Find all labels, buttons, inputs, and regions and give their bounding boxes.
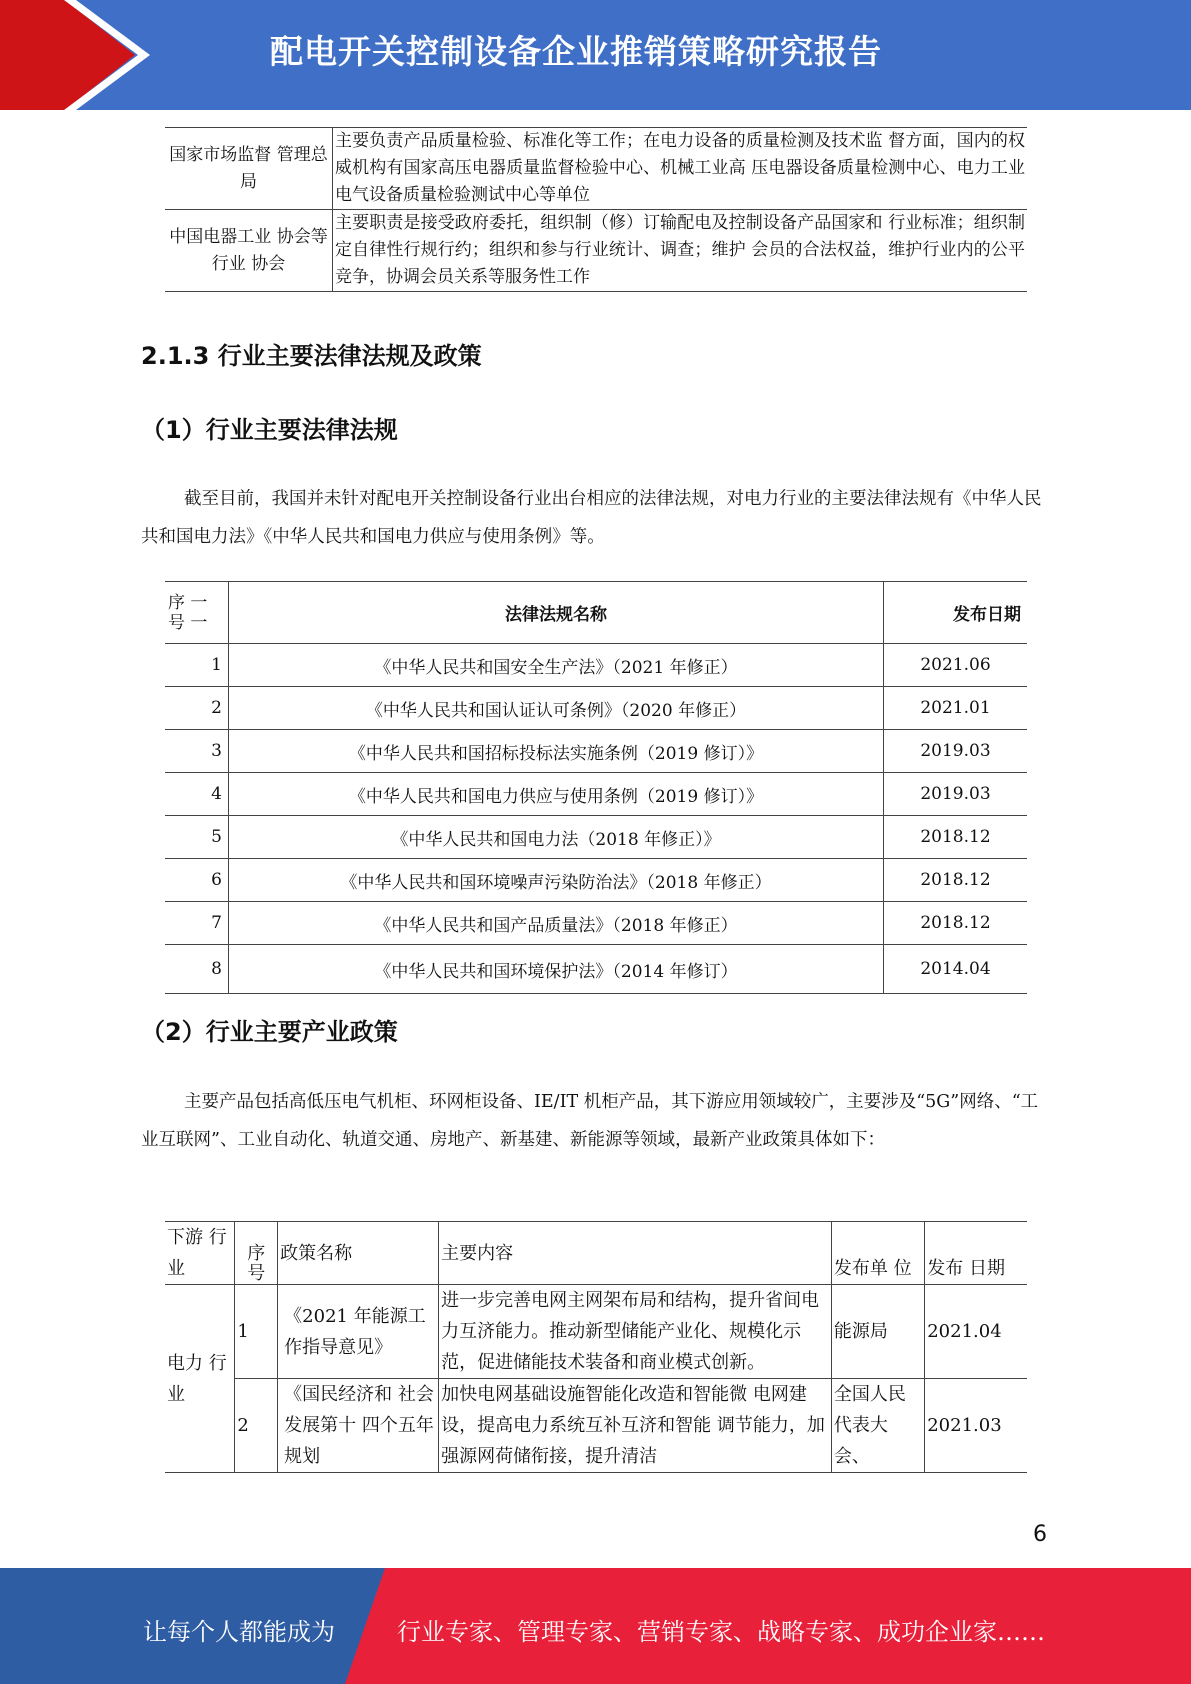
row-no: 1 (165, 644, 229, 687)
row-date: 2019.03 (884, 773, 1028, 816)
footer-slogan-right: 行业专家、管理专家、营销专家、战略专家、成功企业家…… (397, 1618, 1045, 1646)
row-law-name: 《中华人民共和国电力供应与使用条例（2019 修订）》 (229, 773, 884, 816)
row-date: 2018.12 (884, 859, 1028, 902)
row-date: 2019.03 (884, 730, 1028, 773)
table-row (165, 730, 1027, 773)
row-no: 8 (165, 945, 229, 994)
table-row (165, 1379, 1027, 1473)
policies-table (165, 1221, 1027, 1473)
row-date: 2018.12 (884, 816, 1028, 859)
industry-cell: 电力 行业 (165, 1285, 235, 1473)
org-cell: 国家市场监督 管理总局 (165, 128, 333, 210)
header-red-block (0, 0, 135, 110)
row-date: 2021.06 (884, 644, 1028, 687)
policy-name-cell: 《2021 年能源工作指导意见》 (278, 1285, 439, 1379)
table-row (165, 644, 1027, 687)
laws-table (165, 581, 1027, 994)
table-row (165, 945, 1027, 994)
col-header-content: 主要内容 (439, 1222, 832, 1285)
table-row (165, 1285, 1027, 1379)
date-cell: 2021.04 (925, 1285, 1027, 1379)
policy-content-cell: 进一步完善电网主网架布局和结构，提升省间电力互济能力。推动新型储能产业化、规模化示范，促进储能技术装备和商业模式创新。 (439, 1285, 832, 1379)
row-no: 3 (165, 730, 229, 773)
footer-slogan-left: 让每个人都能成为 (143, 1618, 335, 1646)
row-law-name: 《中华人民共和国招标投标法实施条例（2019 修订）》 (229, 730, 884, 773)
duty-cell: 主要负责产品质量检验、标准化等工作；在电力设备的质量检测及技术监 督方面，国内的权威机构有国家高压电器质量监督检验中心、机械工业高 压电器设备质量检测中心、电力工业电气设备质量检验测试中心等单位 (333, 128, 1028, 210)
row-law-name: 《中华人民共和国安全生产法》（2021 年修正） (229, 644, 884, 687)
report-title: 配电开关控制设备企业推销策略研究报告 (270, 32, 882, 71)
duty-cell: 主要职责是接受政府委托，组织制（修）订输配电及控制设备产品国家和 行业标准；组织制定自律性行规行约；组织和参与行业统计、调查；维护 会员的合法权益，维护行业内的公平竞争，协调会员关系等服务性工作 (333, 210, 1028, 292)
date-cell: 2021.03 (925, 1379, 1027, 1473)
row-law-name: 《中华人民共和国认证认可条例》（2020 年修正） (229, 687, 884, 730)
page-number: 6 (1033, 1522, 1047, 1547)
page-header (0, 0, 1191, 110)
regulators-table (165, 127, 1027, 292)
org-cell: 中国电器工业 协会等行业 协会 (165, 210, 333, 292)
issuer-cell: 能源局 (831, 1285, 924, 1379)
col-header-name: 法律法规名称 (229, 582, 884, 644)
subsection-heading-policies: （2）行业主要产业政策 (141, 1018, 398, 1046)
page-footer (0, 1568, 1191, 1684)
table-header-row (165, 1222, 1027, 1285)
col-header-date: 发布日期 (884, 582, 1028, 644)
row-no: 7 (165, 902, 229, 945)
policy-name-cell: 《国民经济和 社会发展第十 四个五年规划 (278, 1379, 439, 1473)
row-no: 1 (235, 1285, 278, 1379)
row-law-name: 《中华人民共和国环境保护法》（2014 年修订） (229, 945, 884, 994)
row-law-name: 《中华人民共和国电力法（2018 年修正）》 (229, 816, 884, 859)
col-header-no: 序 一 号 一 (165, 582, 229, 644)
row-date: 2021.01 (884, 687, 1028, 730)
row-no: 6 (165, 859, 229, 902)
row-date: 2014.04 (884, 945, 1028, 994)
policy-content-cell: 加快电网基础设施智能化改造和智能微 电网建设，提高电力系统互补互济和智能 调节能力，加强源网荷储衔接，提升清洁 (439, 1379, 832, 1473)
col-header-industry: 下游 行业 (165, 1222, 235, 1285)
row-date: 2018.12 (884, 902, 1028, 945)
policies-intro-paragraph: 主要产品包括高低压电气机柜、环网柜设备、IE/IT 机柜产品，其下游应用领域较广，主要涉及“5G”网络、“工业互联网”、工业自动化、轨道交通、房地产、新基建、新能源等领域，最新产业政策具体如下： (141, 1092, 1039, 1150)
col-header-date: 发布 日期 (925, 1222, 1027, 1285)
table-row (165, 773, 1027, 816)
subsection-heading-laws: （1）行业主要法律法规 (141, 416, 398, 444)
row-no: 5 (165, 816, 229, 859)
table-row (165, 128, 1027, 210)
table-row (165, 816, 1027, 859)
row-no: 2 (165, 687, 229, 730)
row-no: 4 (165, 773, 229, 816)
col-header-policy-name: 政策名称 (278, 1222, 439, 1285)
row-no: 2 (235, 1379, 278, 1473)
table-row (165, 902, 1027, 945)
section-heading: 2.1.3 行业主要法律法规及政策 (141, 342, 482, 370)
row-law-name: 《中华人民共和国环境噪声污染防治法》（2018 年修正） (229, 859, 884, 902)
issuer-cell: 全国人民代表大会、 (831, 1379, 924, 1473)
table-header-row (165, 582, 1027, 644)
table-row (165, 687, 1027, 730)
table-row (165, 859, 1027, 902)
row-law-name: 《中华人民共和国产品质量法》（2018 年修正） (229, 902, 884, 945)
col-header-issuer: 发布单 位 (831, 1222, 924, 1285)
laws-intro-paragraph: 截至目前，我国并未针对配电开关控制设备行业出台相应的法律法规，对电力行业的主要法律法规有《中华人民共和国电力法》《中华人民共和国电力供应与使用条例》等。 (141, 489, 1042, 547)
table-row (165, 210, 1027, 292)
col-header-no: 序 号 (235, 1222, 278, 1285)
